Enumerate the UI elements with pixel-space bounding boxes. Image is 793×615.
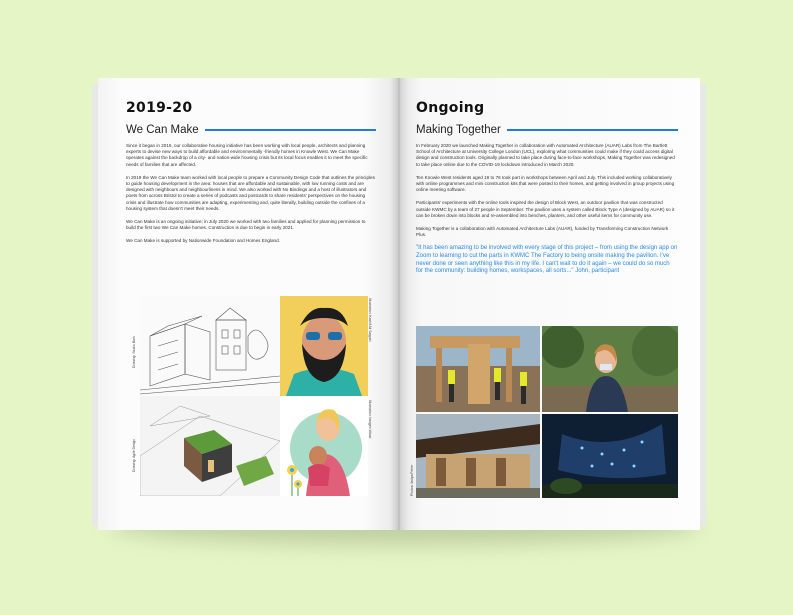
left-page	[98, 78, 398, 530]
accent-rule	[205, 129, 376, 131]
right-paragraph-4: Making Together is a collaboration with Automated Architecture Labs (AUAR), funded by Transforming Construction Network Plus.	[416, 226, 669, 238]
left-paragraph-2: In 2019 the We Can Make team worked with local people to prepare a Community Design Code that outlines the principles to guide housing development in the area: houses that are affordable and sustainable, with low running costs and are designed with neighbours and neighbourliness in mind. We also worked with No Bindings and a host of illustrators and poets from across Bristol to create a series of podcasts and postcards to share residents' perspectives on the housing crisis and illustrate how communities are adapting, experimenting and, quite literally, building outside the confines of a housing system that doesn't meet their needs.	[126, 174, 375, 211]
right-photo-grid	[410, 326, 678, 498]
night-lights-photo	[542, 414, 678, 498]
left-paragraph-3: We Can Make is an ongoing initiative; in July 2020 we worked with two families and applied for planning permission to build the first two We Can Make homes. Construction is due to begin in early 2021.	[126, 219, 366, 231]
left-subheading: We Can Make	[126, 124, 199, 136]
right-paragraph-2: Ten Knowle West residents aged 19 to 76 took part in workshops between April and July. This included working collaboratively with online programmes and mini construction kits that were posted to their homes, and getting involved in group projects using online meeting software.	[416, 174, 675, 193]
right-subheading-row	[416, 124, 678, 136]
accent-rule	[507, 129, 678, 131]
credit-agile-design: Drawing: Agile Design	[132, 438, 136, 472]
mother-child-illustration	[280, 396, 368, 496]
left-image-grid	[126, 296, 376, 496]
left-text-column	[126, 100, 376, 245]
right-subheading: Making Together	[416, 124, 501, 136]
credit-photos: Photos: Ibolya Feher	[410, 464, 414, 496]
credit-studio-bark: Drawing: Studio Bark	[132, 336, 136, 368]
book-gutter	[390, 78, 408, 530]
bearded-man-illustration	[280, 296, 368, 396]
pavilion-construction-photo	[416, 326, 540, 412]
participant-photo	[542, 326, 678, 412]
pavilion-photo	[416, 414, 540, 498]
left-paragraph-4: We Can Make is supported by Nationwide Foundation and Homes England.	[126, 238, 280, 244]
right-paragraph-3: Participants' experiments with the online tools inspired the design of Block West, an outdoor pavilion that was constructed outside KWMC by a team of 27 people in September. The pavilion uses a system called Block Type A (designed by AUAR) so it can be broken down into blocks and re-assembled into benches, planters, and other useful items for community use.	[416, 200, 675, 218]
right-paragraph-1: In February 2020 we launched Making Together in collaboration with Automated Architecture (AUAR) Labs from The Bartlett School of Architecture at University College London (UCL), exploring what communities could make if they could access digital design and construction tools. Originally planned to take place during face-to-face workshops, Making Together was redesigned to take place online due to the COVID-19 lockdown introduced in March 2020.	[416, 143, 675, 167]
right-page	[398, 78, 700, 530]
architectural-sketch-image	[140, 296, 280, 396]
right-heading: Ongoing	[416, 100, 485, 116]
left-subheading-row	[126, 124, 376, 136]
credit-imogen: Illustration: Imogen Wood	[368, 400, 372, 439]
right-text-column	[416, 100, 678, 276]
left-heading: 2019-20	[126, 100, 193, 116]
house-model-render	[140, 396, 280, 496]
participant-quote: "It has been amazing to be involved with every stage of this project – from using the design app on Zoom to learning to cut the parts in KWMC The Factory to being onsite making the pavilion. I've never done or seen anything like this in my life. I can't wait to do it again – we could do so much for the community: building homes, workspaces, all sorts..." John, participant	[416, 245, 678, 275]
credit-kashif: Illustration: Kashif Ali Sayyah	[368, 298, 372, 342]
left-paragraph-1: Since it began in 2016, our collaborative housing initiative has been working with local people, architects and planning experts to devise new ways to build affordable and environmentally -friendly homes in Knowle West. We Can Make operates against the backdrop of a city- and nation-wide housing crisis but its local focus enables it to meet the specific needs of families that are affected.	[126, 143, 368, 167]
open-booklet	[98, 78, 700, 530]
